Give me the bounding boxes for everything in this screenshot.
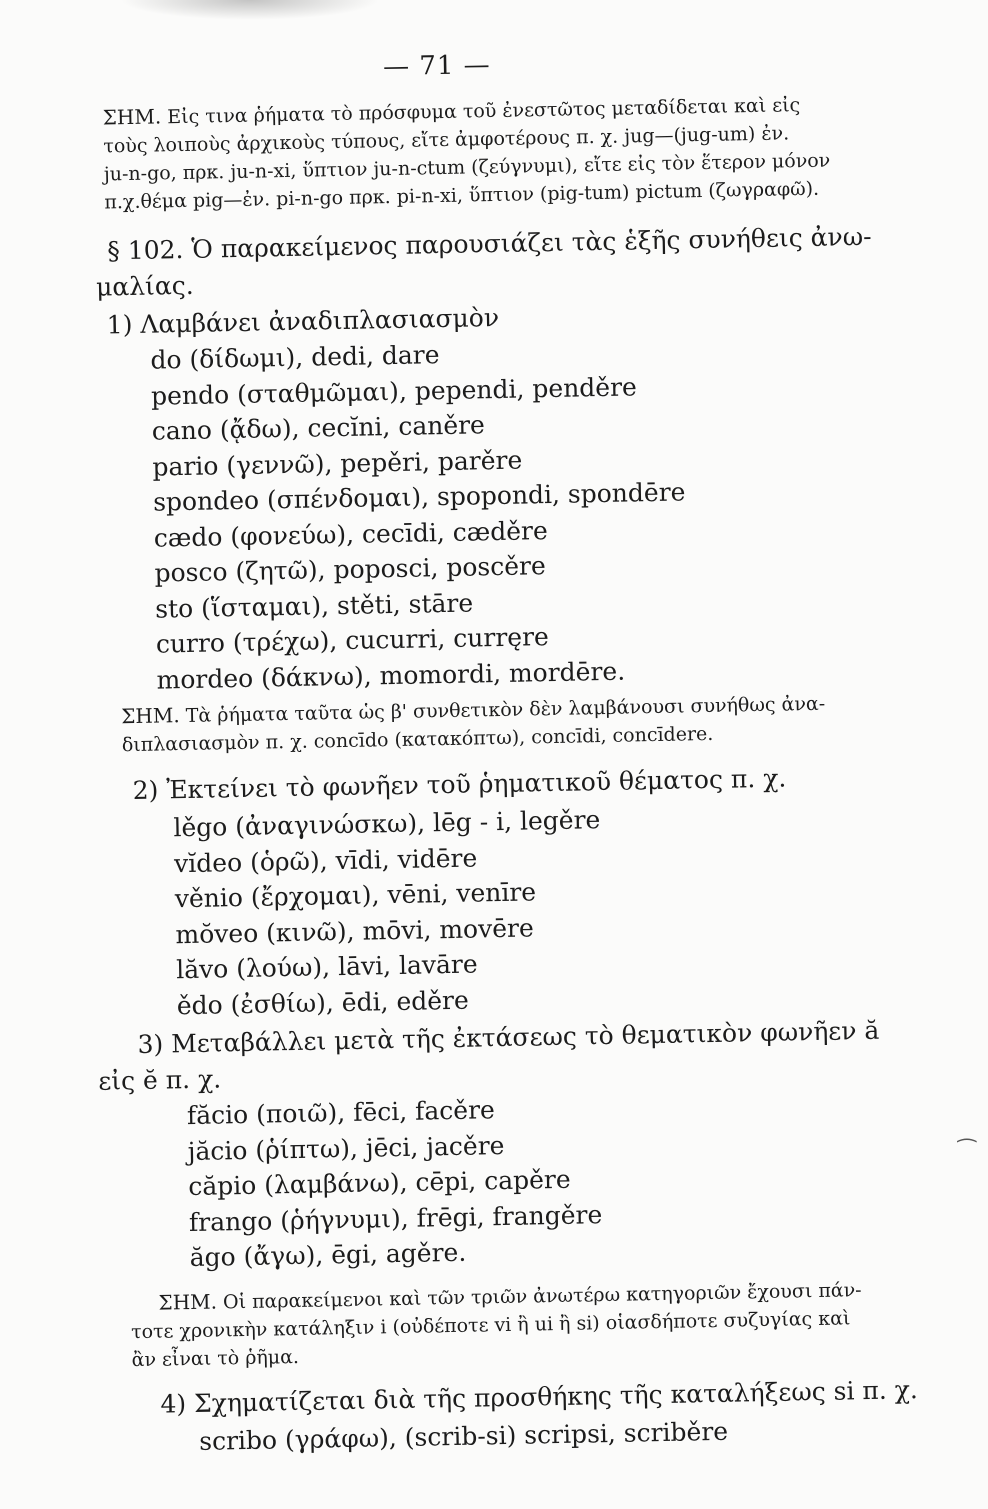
section-heading-cont: μαλίας.	[95, 270, 194, 302]
item-2-heading: 2) Ἐκτείνει τὸ φωνῆεν τοῦ ῥηματικοῦ θέματος π. χ.	[132, 763, 787, 806]
note-label: ΣΗΜ.	[102, 104, 162, 130]
note-line: Τὰ ῥήματα ταῦτα ὡς β' συνθετικὸν δὲν λαμβάνουσι συνήθως ἀνα-	[185, 692, 826, 728]
verb-entry: ědo (ἐσθίω), ēdi, eděre	[176, 985, 470, 1020]
note-line: διπλασιασμὸν π. χ. concīdo (κατακόπτω), concīdi, concīdere.	[121, 722, 714, 757]
verb-entry: sto (ἵσταμαι), stěti, stāre	[154, 587, 474, 624]
verb-entry: mordeo (δάκνω), momordi, mordēre.	[156, 656, 626, 695]
note-line: ju-n-go, πρκ. ju-n-xi, ὕπτιον ju-n-ctum (ζεύγνυμι), εἴτε εἰς τὸν ἕτερον μόνον	[103, 149, 831, 186]
verb-entry: do (δίδωμι), dedi, dare	[150, 340, 440, 375]
verb-entry: curro (τρέχω), cucurri, curręre	[155, 622, 550, 659]
note-line: Οἱ παρακείμενοι καὶ τῶν τριῶν ἀνωτέρω κατηγοριῶν ἔχουσι πάν-	[222, 1279, 862, 1314]
note-line: τοτε χρονικὴν κατάληξιν i (οὐδέποτε vi ἢ ui ἢ si) οἱασδήποτε συζυγίας καὶ	[130, 1307, 851, 1344]
verb-entry: scribo (γράφω), (scrib-si) scripsi, scriběre	[198, 1416, 729, 1456]
verb-entry: cædo (φονεύω), cecīdi, cæděre	[153, 515, 548, 553]
note-line: τοὺς λοιποὺς ἀρχικοὺς τύπους, εἴτε ἀμφοτέρους π. χ. jug—(jug-um) ἐν.	[103, 122, 790, 158]
item-2-verbs	[173, 802, 604, 1023]
verb-entry: lăvo (λούω), lāvi, lavāre	[175, 949, 478, 985]
verb-entry: spondeo (σπένδομαι), spopondi, spondēre	[152, 477, 686, 517]
verb-entry: mŏveo (κινῶ), mōvi, movēre	[175, 912, 534, 949]
note-1	[103, 90, 832, 217]
note-label: ΣΗΜ.	[158, 1289, 218, 1315]
item-3-heading	[98, 1013, 880, 1099]
verb-entry: jăcio (ῥίπτω), jēci, jacěre	[187, 1130, 505, 1166]
verb-entry: căpio (λαμβάνω), cēpi, capěre	[188, 1164, 571, 1202]
section-102	[95, 219, 873, 306]
note-2	[121, 689, 826, 760]
verb-entry: věnio (ἔρχομαι), vēni, venīre	[174, 877, 537, 914]
item-3-verbs	[187, 1090, 604, 1275]
verb-entry: cano (ᾄδω), cecĭni, caněre	[151, 410, 486, 446]
section-heading: § 102. Ὁ παρακείμενος παρουσιάζει τὰς ἑξῆς συνήθεις ἀνω-	[107, 221, 872, 266]
verb-entry: lěgo (ἀναγινώσκω), lēg - i, legěre	[173, 805, 601, 843]
margin-mark: ⁔	[958, 1118, 976, 1143]
verb-entry: pario (γεννῶ), pepěri, parěre	[152, 445, 523, 482]
verb-entry: vĭdeo (ὁρῶ), vīdi, vidēre	[173, 842, 478, 878]
item-1-verbs	[150, 332, 689, 697]
item-3-heading-cont: εἰς ĕ π. χ.	[98, 1064, 222, 1096]
page-number: — 71 —	[382, 50, 491, 83]
verb-entry: posco (ζητῶ), poposci, poscěre	[154, 551, 547, 588]
verb-entry: făcio (ποιῶ), fēci, facěre	[186, 1095, 496, 1131]
verb-entry: ăgo (ἄγω), ēgi, agěre.	[189, 1237, 467, 1273]
verb-entry: pendo (σταθμῶμαι), pependi, penděre	[150, 371, 638, 411]
note-3	[130, 1275, 863, 1373]
note-line: ἂν εἶναι τὸ ῥῆμα.	[131, 1345, 300, 1372]
item-4-verbs	[199, 1414, 729, 1460]
note-label: ΣΗΜ.	[121, 703, 180, 729]
item-4-heading: 4) Σχηματίζεται διὰ τῆς προσθήκης τῆς καταλήξεως si π. χ.	[160, 1375, 919, 1419]
verb-entry: frango (ῥήγνυμι), frēgi, frangěre	[188, 1199, 603, 1237]
item-1-heading: 1) Λαμβάνει ἀναδιπλασιασμὸν	[106, 302, 500, 340]
note-line: π.χ.θέμα pig—ἐν. pi-n-go πρκ. pi-n-xi, ὕπτιον (pig-tum) pictum (ζωγραφῶ).	[104, 177, 820, 214]
note-line: Εἰς τινα ῥήματα τὸ πρόσφυμα τοῦ ἐνεστῶτος μεταδίδεται καὶ εἰς	[167, 94, 801, 129]
item-3-heading-line: 3) Μεταβάλλει μετὰ τῆς ἐκτάσεως τὸ θεματικὸν φωνῆεν ă	[137, 1015, 880, 1060]
